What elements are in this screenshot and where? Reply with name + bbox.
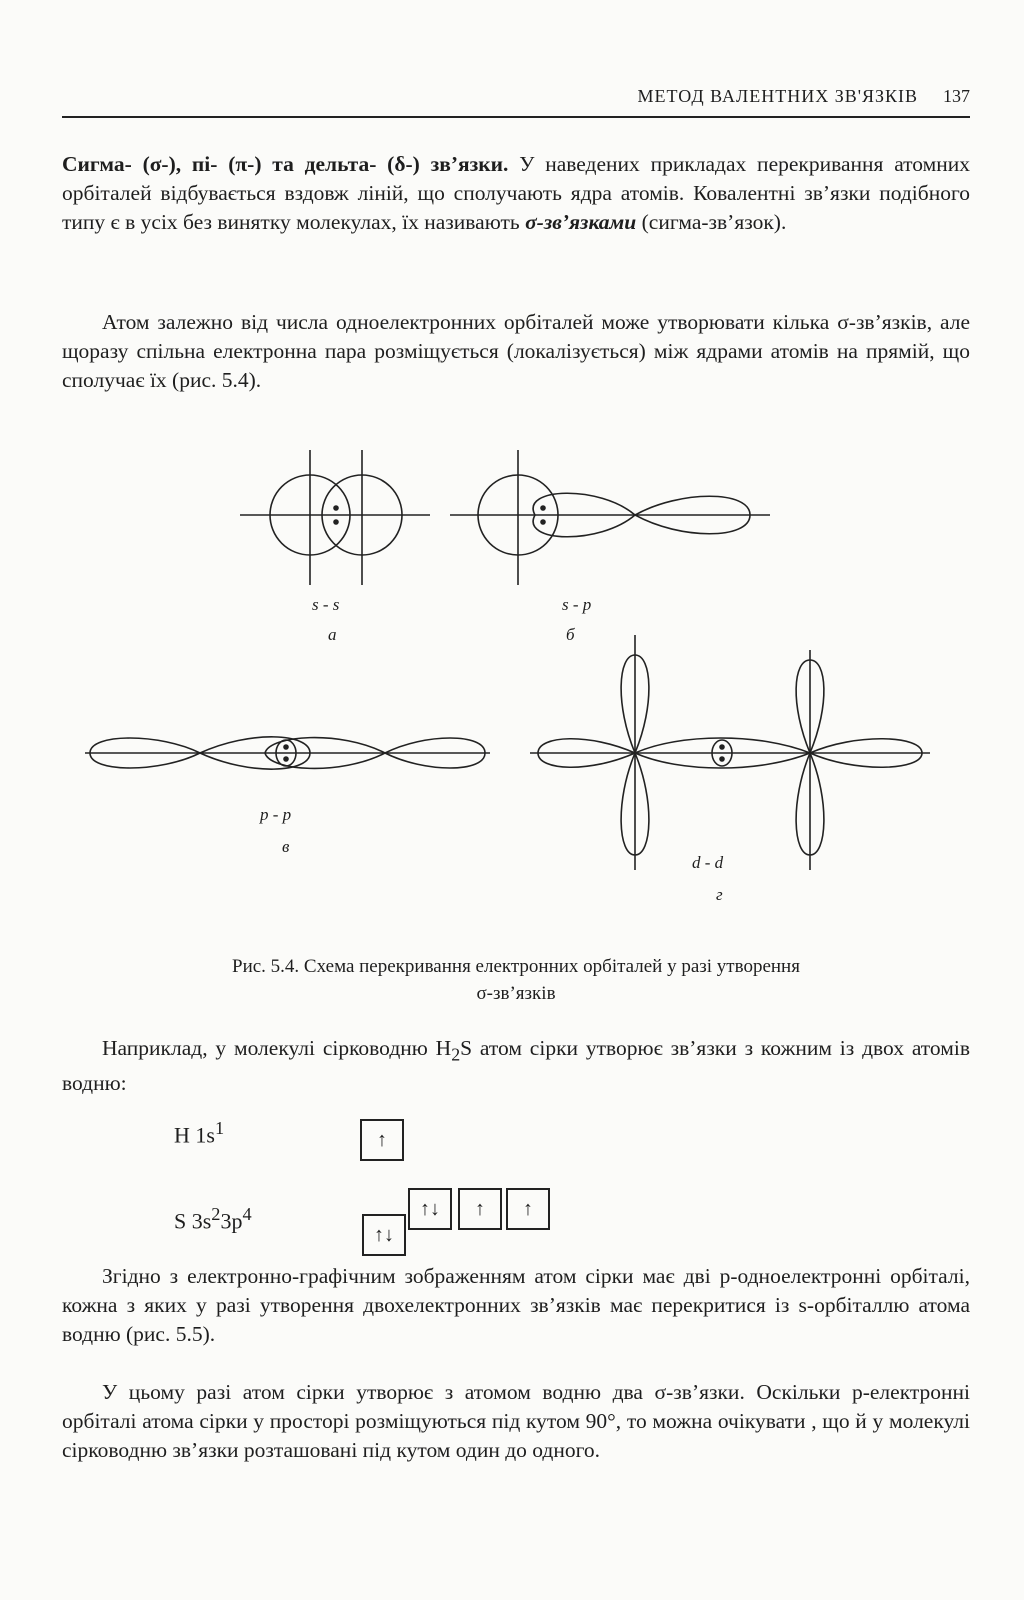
paragraph-bond-angle: У цьому разі атом сірки утворює з атомом водню два σ-зв’язки. Оскільки p-електронні орбіталі атома сірки у просторі розміщуються під кутом 90°, то можна очікувати , що й у молекулі сірководню зв’язки розташовані під кутом один до одного.	[62, 1380, 970, 1462]
letter-v: в	[282, 837, 290, 856]
h-orbital-box: ↑	[360, 1119, 404, 1161]
term-sigma-bonds: σ-зв’язками	[525, 210, 637, 234]
diagram-s-p	[450, 450, 770, 585]
paragraph-text-a: Наприклад, у молекулі сірководню H	[102, 1036, 452, 1060]
paragraph-text-b: S атом сірки утворює зв’язки з кожним із двох атомів водню:	[62, 1036, 970, 1096]
paragraph-h2s-example	[62, 1034, 970, 1098]
diagram-d-d	[530, 635, 930, 870]
paragraph-lead: Сигма- (σ-), пі- (π-) та дельта- (δ-) зв’язки.	[62, 152, 509, 176]
running-header	[62, 86, 970, 118]
h-config-text: H 1s	[174, 1122, 215, 1148]
diagram-p-p	[85, 737, 490, 769]
s-config-sup-1: 2	[211, 1204, 221, 1224]
letter-g: г	[716, 885, 723, 904]
page-number: 137	[943, 86, 970, 106]
s-orbital-box: ↑↓	[362, 1214, 406, 1256]
paragraph-tail: (сигма-зв’язок).	[636, 210, 787, 234]
label-d-d: d - d	[692, 853, 724, 872]
subscript-2: 2	[451, 1044, 461, 1065]
orbital-diagrams	[60, 445, 960, 935]
h-config-label	[174, 1118, 224, 1148]
caption-line-1: Рис. 5.4. Схема перекривання електронних орбіталей у разі утворення	[232, 956, 800, 977]
s-config-text-b: 3p	[220, 1208, 243, 1234]
p-orbital-box-1: ↑↓	[408, 1188, 452, 1230]
label-s-s: s - s	[312, 595, 340, 614]
label-p-p: p - p	[260, 805, 292, 824]
diagram-s-s	[240, 450, 430, 585]
figure-caption	[62, 953, 970, 1007]
h-config-sup: 1	[214, 1118, 225, 1138]
letter-a: а	[328, 625, 337, 644]
p-orbital-box-2: ↑	[458, 1188, 502, 1230]
paragraph-sigma-bonds	[62, 150, 976, 237]
letter-b: б	[566, 625, 575, 644]
label-s-p: s - p	[562, 595, 592, 614]
caption-line-2: σ-зв’язків	[476, 983, 556, 1004]
paragraph-localization: Атом залежно від числа одноелектронних орбіталей може утворювати кілька σ-зв’язків, але щоразу спільна електронна пара розміщується (локалізується) між ядрами атомів на прямій, що сполучає їх (рис. 5.4).	[62, 310, 970, 392]
s-config-sup-2: 4	[242, 1204, 252, 1224]
figure-orbital-overlap	[60, 445, 960, 935]
s-config-label	[174, 1204, 252, 1234]
paragraph-electron-graph: Згідно з електронно-графічним зображенням атом сірки має дві p-одноелектронні орбіталі, кожна з яких у разі утворення двохелектронних зв’язків має перекритися із s-орбіталлю атома водню (рис. 5.5).	[62, 1264, 970, 1346]
paragraph-body: У наведених прикладах перекривання атомних орбіталей відбувається вздовж ліній, що сполучають ядра атомів. Ковалентні зв’язки подібного типу є в усіх без винятку молекулах, їх називають	[62, 152, 976, 234]
s-config-text-a: S 3s	[174, 1208, 212, 1234]
p-orbital-box-3: ↑	[506, 1188, 550, 1230]
header-title: МЕТОД ВАЛЕНТНИХ ЗВ'ЯЗКІВ	[637, 86, 918, 106]
